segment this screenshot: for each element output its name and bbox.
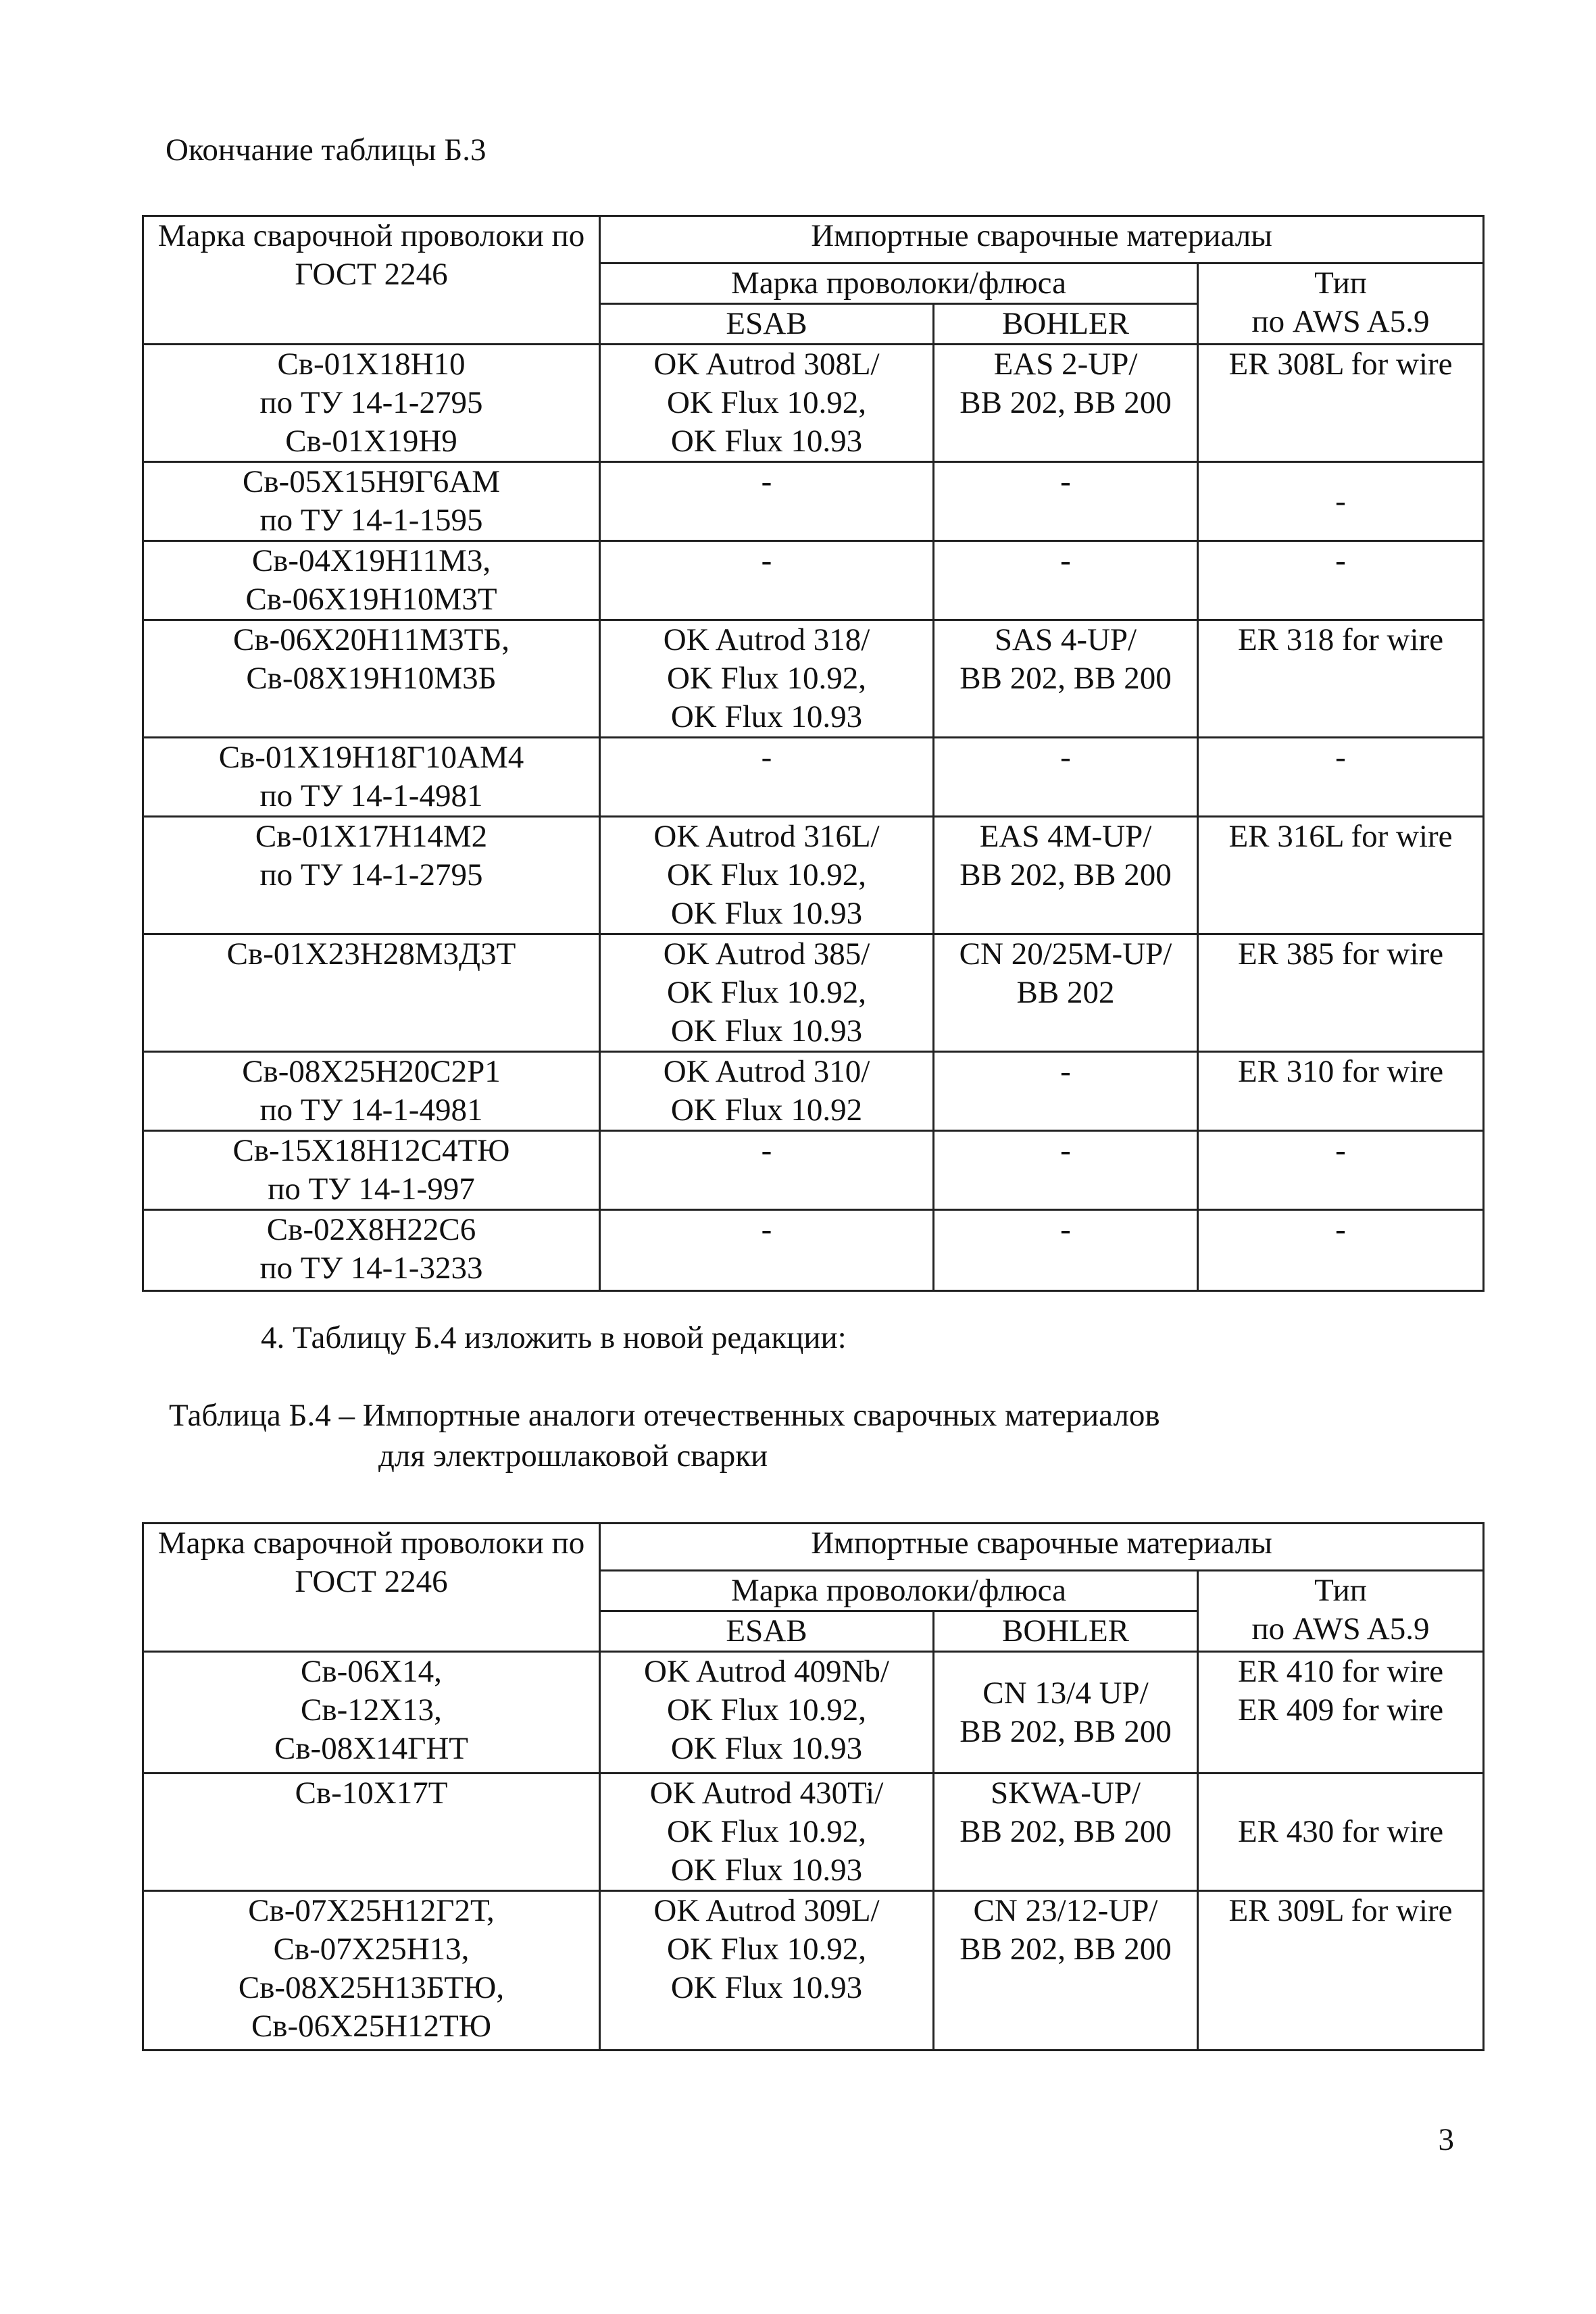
table-b4-title-line2: для электрошлаковой сварки <box>378 1438 768 1474</box>
cell-esab: OK Autrod 316L/ OK Flux 10.92, OK Flux 10.93 <box>600 817 934 934</box>
cell-esab: OK Autrod 309L/ OK Flux 10.92, OK Flux 10.93 <box>600 1891 934 2051</box>
table-row <box>143 1652 1484 1774</box>
table-b4-title-line1: Таблица Б.4 – Импортные аналоги отечественных сварочных материалов <box>169 1398 1160 1433</box>
table-row <box>143 1131 1484 1210</box>
cell-type: ER 310 for wire <box>1198 1052 1484 1131</box>
cell-mark: Св-04Х19Н11М3, Св-06Х19Н10М3Т <box>143 541 600 620</box>
cell-mark: Св-15Х18Н12С4ТЮ по ТУ 14-1-997 <box>143 1131 600 1210</box>
table-row <box>143 1891 1484 2051</box>
cell-bohler: - <box>934 1210 1198 1291</box>
cell-esab: - <box>600 1210 934 1291</box>
cell-type: - <box>1198 1131 1484 1210</box>
cell-esab: - <box>600 738 934 817</box>
header-esab: ESAB <box>600 1611 934 1652</box>
table-row <box>143 345 1484 462</box>
header-imported: Импортные сварочные материалы <box>600 1524 1484 1571</box>
cell-mark: Св-02Х8Н22С6 по ТУ 14-1-3233 <box>143 1210 600 1291</box>
table-row <box>143 462 1484 541</box>
cell-mark: Св-10Х17Т <box>143 1774 600 1891</box>
cell-type: ER 410 for wire ER 409 for wire <box>1198 1652 1484 1774</box>
cell-esab: OK Autrod 430Ti/ OK Flux 10.92, OK Flux 10.93 <box>600 1774 934 1891</box>
header-wire-flux: Марка проволоки/флюса <box>600 263 1198 304</box>
cell-type: ER 309L for wire <box>1198 1891 1484 2051</box>
cell-type: ER 385 for wire <box>1198 934 1484 1052</box>
cell-esab: - <box>600 462 934 541</box>
cell-bohler: SAS 4-UP/ BB 202, BB 200 <box>934 620 1198 738</box>
header-mark: Марка сварочной проволоки по ГОСТ 2246 <box>143 1524 600 1652</box>
cell-bohler: - <box>934 738 1198 817</box>
cell-mark: Св-08Х25Н20С2Р1 по ТУ 14-1-4981 <box>143 1052 600 1131</box>
header-bohler: BOHLER <box>934 1611 1198 1652</box>
cell-esab: - <box>600 541 934 620</box>
cell-mark: Св-01Х17Н14М2 по ТУ 14-1-2795 <box>143 817 600 934</box>
cell-bohler: - <box>934 541 1198 620</box>
cell-esab: OK Autrod 310/ OK Flux 10.92 <box>600 1052 934 1131</box>
table-row <box>143 738 1484 817</box>
cell-esab: - <box>600 1131 934 1210</box>
list-item-4: 4. Таблицу Б.4 изложить в новой редакции: <box>261 1320 847 1355</box>
table-row <box>143 1052 1484 1131</box>
cell-type: - <box>1198 738 1484 817</box>
cell-esab: OK Autrod 318/ OK Flux 10.92, OK Flux 10.93 <box>600 620 934 738</box>
header-bohler: BOHLER <box>934 304 1198 345</box>
table-row <box>143 1774 1484 1891</box>
table-b4 <box>142 1522 1485 2051</box>
page-number: 3 <box>1438 2122 1454 2157</box>
cell-bohler: - <box>934 462 1198 541</box>
cell-type: ER 316L for wire <box>1198 817 1484 934</box>
cell-mark: Св-06Х20Н11М3ТБ, Св-08Х19Н10М3Б <box>143 620 600 738</box>
table-row <box>143 1210 1484 1291</box>
cell-mark: Св-05Х15Н9Г6АМ по ТУ 14-1-1595 <box>143 462 600 541</box>
cell-esab: OK Autrod 385/ OK Flux 10.92, OK Flux 10.93 <box>600 934 934 1052</box>
cell-mark: Св-07Х25Н12Г2Т, Св-07Х25Н13, Св-08Х25Н13БТЮ, Св-06Х25Н12ТЮ <box>143 1891 600 2051</box>
header-type: Тип по AWS A5.9 <box>1198 1571 1484 1652</box>
table-row <box>143 817 1484 934</box>
cell-bohler: - <box>934 1052 1198 1131</box>
cell-esab: OK Autrod 308L/ OK Flux 10.92, OK Flux 10.93 <box>600 345 934 462</box>
cell-bohler: CN 23/12-UP/ BB 202, BB 200 <box>934 1891 1198 2051</box>
cell-bohler: SKWA-UP/ BB 202, BB 200 <box>934 1774 1198 1891</box>
cell-bohler: - <box>934 1131 1198 1210</box>
cell-type: - <box>1198 1210 1484 1291</box>
table-b3 <box>142 215 1485 1292</box>
table-row <box>143 934 1484 1052</box>
table-continuation-caption: Окончание таблицы Б.3 <box>166 132 487 168</box>
cell-type: ER 318 for wire <box>1198 620 1484 738</box>
cell-type: - <box>1198 462 1484 541</box>
header-type: Тип по AWS A5.9 <box>1198 263 1484 345</box>
cell-bohler: CN 20/25M-UP/ BB 202 <box>934 934 1198 1052</box>
header-esab: ESAB <box>600 304 934 345</box>
table-row <box>143 541 1484 620</box>
cell-bohler: EAS 2-UP/ BB 202, BB 200 <box>934 345 1198 462</box>
cell-mark: Св-01Х23Н28М3Д3Т <box>143 934 600 1052</box>
cell-type: ER 308L for wire <box>1198 345 1484 462</box>
cell-bohler: CN 13/4 UP/ BB 202, BB 200 <box>934 1652 1198 1774</box>
cell-type: ER 430 for wire <box>1198 1774 1484 1891</box>
header-wire-flux: Марка проволоки/флюса <box>600 1571 1198 1611</box>
cell-mark: Св-01Х18Н10 по ТУ 14-1-2795 Св-01Х19Н9 <box>143 345 600 462</box>
header-mark: Марка сварочной проволоки по ГОСТ 2246 <box>143 216 600 345</box>
cell-mark: Св-06Х14, Св-12Х13, Св-08Х14ГНТ <box>143 1652 600 1774</box>
cell-bohler: EAS 4M-UP/ BB 202, BB 200 <box>934 817 1198 934</box>
table-row <box>143 620 1484 738</box>
cell-esab: OK Autrod 409Nb/ OK Flux 10.92, OK Flux 10.93 <box>600 1652 934 1774</box>
cell-mark: Св-01Х19Н18Г10АМ4 по ТУ 14-1-4981 <box>143 738 600 817</box>
header-imported: Импортные сварочные материалы <box>600 216 1484 263</box>
cell-type: - <box>1198 541 1484 620</box>
table-b4-title <box>169 1395 1160 1476</box>
